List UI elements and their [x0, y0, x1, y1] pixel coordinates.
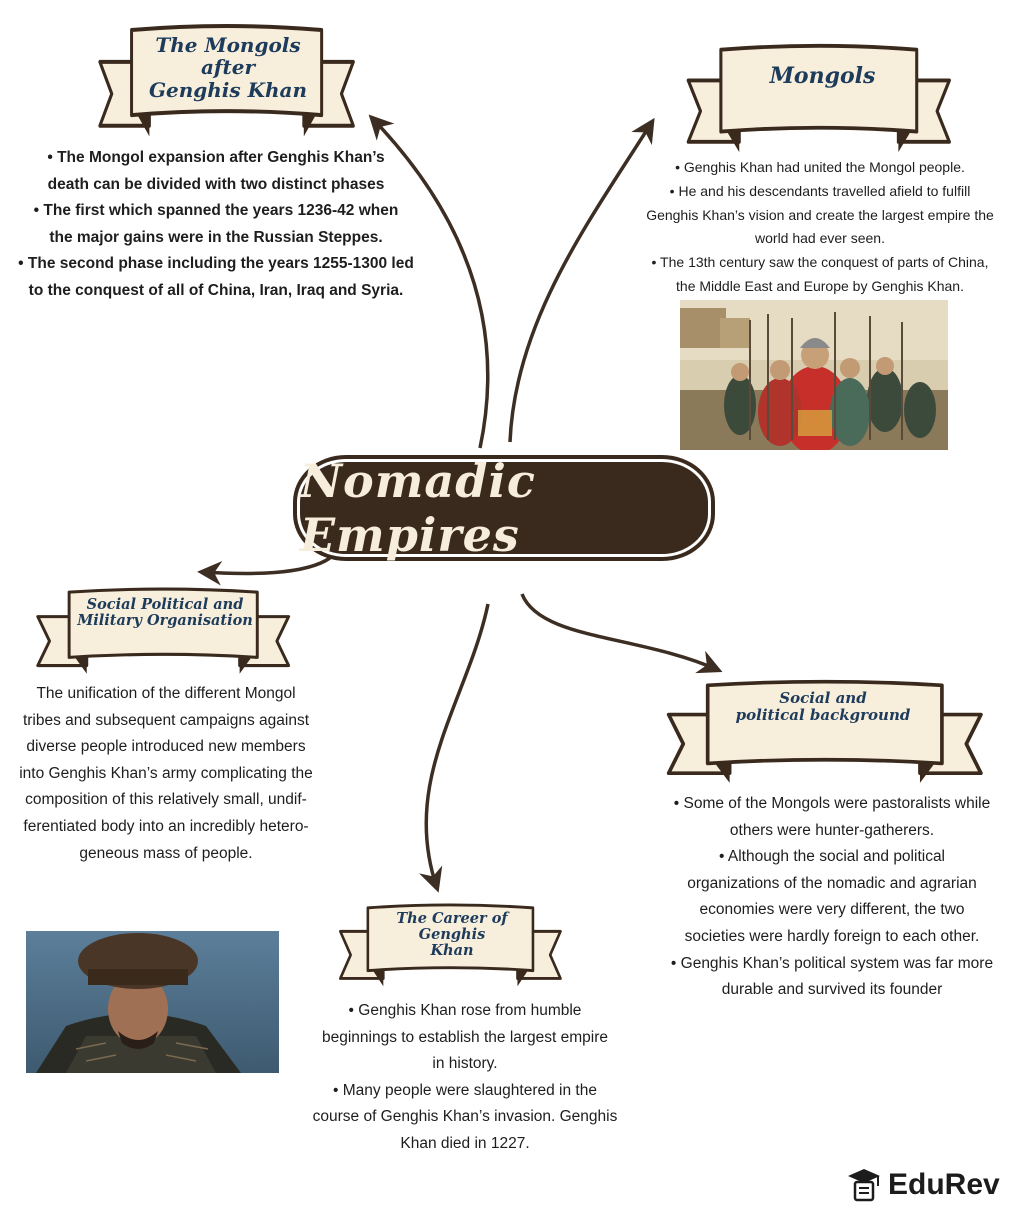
text-line: • Genghis Khan had united the Mongol people.	[675, 159, 965, 175]
text-social-military	[2, 681, 330, 867]
graduation-cap-icon	[846, 1166, 882, 1204]
brand-name: EduRev	[888, 1168, 1000, 1201]
text-line: ferentiated body into an incredibly hetero-	[23, 817, 309, 835]
text-line: into Genghis Khan’s army complicating the	[19, 764, 313, 782]
title-line: Social Political and	[86, 596, 244, 613]
text-line: • Although the social and political	[718, 848, 946, 866]
text-line: world had ever seen.	[755, 230, 885, 247]
title-line: political background	[735, 705, 911, 724]
text-line: Khan died in 1227.	[400, 1134, 530, 1152]
text-mongols-after	[4, 145, 428, 305]
text-line: tribes and subsequent campaigns against	[22, 711, 310, 729]
genghis-khan-portrait	[26, 931, 279, 1073]
title-line: Genghis Khan	[148, 77, 308, 102]
text-line: in history.	[432, 1055, 498, 1073]
title-line: The Career of Genghis	[396, 910, 508, 944]
text-line: organizations of the nomadic and agrarian	[687, 874, 977, 892]
arrow-to-career	[426, 604, 488, 888]
text-line: geneous mass of people.	[79, 844, 253, 862]
banner-mongols	[688, 46, 949, 152]
text-line: • He and his descendants travelled afield to fulfill	[669, 182, 971, 199]
text-line: the Middle East and Europe by Genghis Khan.	[676, 277, 964, 294]
title-line: The Mongols after	[155, 33, 301, 80]
title-mongols	[720, 64, 925, 89]
text-social-background	[648, 791, 1016, 1004]
text-line: • Some of the Mongols were pastoralists while	[673, 795, 991, 812]
text-line: • The 13th century saw the conquest of parts of China,	[651, 254, 989, 271]
title-line: Mongols	[769, 63, 876, 89]
text-line: death can be divided with two distinct phases	[47, 175, 385, 193]
text-line: others were hunter-gatherers.	[729, 821, 935, 839]
text-line: • The first which spanned the years 1236-42 when	[33, 202, 399, 220]
mongol-army-painting	[680, 300, 948, 450]
edurev-logo	[846, 1164, 1018, 1206]
text-line: durable and survived its founder	[721, 981, 943, 999]
arrow-to-social-background	[522, 594, 718, 670]
text-line: • Genghis Khan rose from humble	[348, 1002, 582, 1019]
arrow-to-mongols	[510, 122, 652, 442]
text-line: the major gains were in the Russian Steppes.	[49, 228, 383, 246]
title-line: Khan	[430, 942, 474, 960]
text-line: • Many people were slaughtered in the	[333, 1081, 597, 1099]
text-career	[300, 998, 630, 1158]
title-social-background	[708, 690, 938, 724]
text-line: composition of this relatively small, undif-	[25, 791, 307, 809]
text-line: diverse people introduced new members	[26, 738, 306, 756]
text-line: • Genghis Khan’s political system was far more	[670, 954, 994, 972]
center-title-badge	[300, 454, 708, 562]
text-line: economies were very different, the two	[699, 901, 965, 919]
text-mongols	[632, 156, 1008, 299]
text-line: • The Mongol expansion after Genghis Khan’s	[47, 149, 385, 166]
text-line: societies were hardly foreign to each other.	[684, 927, 980, 945]
text-line: Genghis Khan’s vision and create the largest empire the	[646, 206, 994, 223]
text-line: The unification of the different Mongol	[36, 685, 296, 702]
title-line: Social and	[779, 689, 867, 707]
center-title: Nomadic Empires	[300, 454, 536, 562]
text-line: • The second phase including the years 1255-1300 led	[18, 255, 414, 273]
text-line: course of Genghis Khan’s invasion. Genghis	[312, 1108, 618, 1126]
text-line: beginnings to establish the largest empire	[321, 1028, 609, 1046]
title-mongols-after	[130, 34, 326, 101]
title-career	[366, 911, 538, 960]
title-social-military	[68, 597, 262, 629]
title-line: Military Organisation	[77, 612, 253, 630]
text-line: to the conquest of all of China, Iran, Iraq and Syria.	[28, 281, 404, 299]
